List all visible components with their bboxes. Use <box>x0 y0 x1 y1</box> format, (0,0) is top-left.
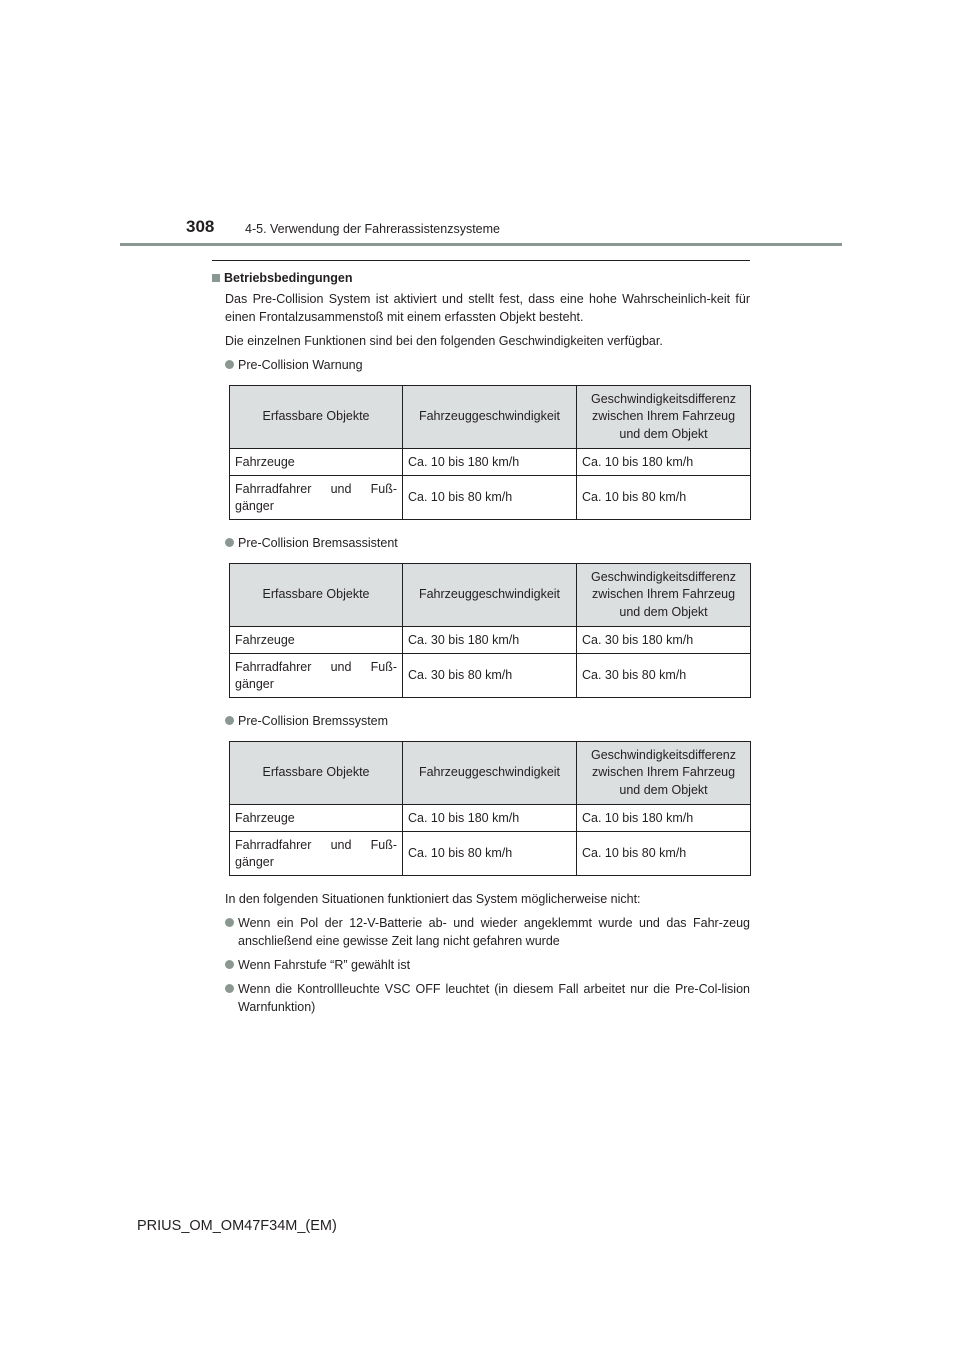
header-speed-difference: Geschwindigkeitsdifferenz zwischen Ihrem Fahrzeug und dem Objekt <box>577 564 751 627</box>
table-row <box>230 832 751 876</box>
header-vehicle-speed: Fahrzeuggeschwindigkeit <box>403 386 577 449</box>
circle-bullet-icon <box>225 984 234 993</box>
header-rule <box>120 243 842 246</box>
list-item: Wenn die Kontrollleuchte VSC OFF leuchtet (in diesem Fall arbeitet nur die Pre-Col-lision Warnfunktion) <box>225 980 750 1016</box>
header-speed-difference: Geschwindigkeitsdifferenz zwischen Ihrem Fahrzeug und dem Objekt <box>577 742 751 805</box>
cell-line: Fahrradfahrer und Fuß- <box>235 837 397 852</box>
table-cell: Ca. 30 bis 180 km/h <box>577 627 751 654</box>
circle-bullet-icon <box>225 918 234 927</box>
square-bullet-icon <box>212 274 220 282</box>
cell-line: gänger <box>235 676 274 691</box>
table-cell <box>230 654 403 698</box>
header-vehicle-speed: Fahrzeuggeschwindigkeit <box>403 742 577 805</box>
table-cell: Ca. 30 bis 80 km/h <box>577 654 751 698</box>
table-cell <box>230 832 403 876</box>
table-row <box>230 476 751 520</box>
speed-table-brake-system <box>229 741 751 876</box>
table-cell: Ca. 10 bis 80 km/h <box>403 832 577 876</box>
availability-paragraph: Die einzelnen Funktionen sind bei den folgenden Geschwindigkeiten verfügbar. <box>225 334 663 348</box>
header-objects: Erfassbare Objekte <box>230 742 403 805</box>
table-cell: Ca. 10 bis 80 km/h <box>577 832 751 876</box>
page-content <box>212 269 750 1016</box>
function-label-brake-assist: Pre-Collision Bremsassistent <box>225 534 750 552</box>
cell-line: gänger <box>235 498 274 513</box>
table-cell: Ca. 10 bis 80 km/h <box>577 476 751 520</box>
intro-paragraph: Das Pre-Collision System ist aktiviert und stellt fest, dass eine hohe Wahrscheinlich-keit für einen Frontalzusammenstoß mit einem erfassten Objekt besteht. <box>225 292 750 324</box>
section-title: 4-5. Verwendung der Fahrerassistenzsysteme <box>245 222 500 236</box>
table-cell: Fahrzeuge <box>230 805 403 832</box>
table-header-row <box>230 386 751 449</box>
table-cell: Ca. 10 bis 80 km/h <box>403 476 577 520</box>
header-objects: Erfassbare Objekte <box>230 564 403 627</box>
list-item: Wenn Fahrstufe “R” gewählt ist <box>225 956 750 974</box>
situations-intro: In den folgenden Situationen funktioniert das System möglicherweise nicht: <box>225 892 641 906</box>
table-cell: Ca. 30 bis 180 km/h <box>403 627 577 654</box>
list-item: Wenn ein Pol der 12-V-Batterie ab- und wieder angeklemmt wurde und das Fahr-zeug anschließend eine gewisse Zeit lang nicht gefahren wurde <box>225 914 750 950</box>
table-row <box>230 805 751 832</box>
speed-table-warning <box>229 385 751 520</box>
page-number: 308 <box>186 217 215 236</box>
document-footer: PRIUS_OM_OM47F34M_(EM) <box>137 1218 337 1234</box>
cell-line: gänger <box>235 854 274 869</box>
circle-bullet-icon <box>225 716 234 725</box>
cell-line: Fahrradfahrer und Fuß- <box>235 481 397 496</box>
circle-bullet-icon <box>225 360 234 369</box>
table-cell <box>230 476 403 520</box>
table-cell: Ca. 10 bis 180 km/h <box>403 449 577 476</box>
header-speed-difference: Geschwindigkeitsdifferenz zwischen Ihrem Fahrzeug und dem Objekt <box>577 386 751 449</box>
table-cell: Ca. 10 bis 180 km/h <box>403 805 577 832</box>
table-row <box>230 449 751 476</box>
table-cell: Fahrzeuge <box>230 449 403 476</box>
table-cell: Ca. 10 bis 180 km/h <box>577 805 751 832</box>
section-divider <box>212 260 750 261</box>
circle-bullet-icon <box>225 960 234 969</box>
section-heading <box>212 269 750 287</box>
table-row <box>230 654 751 698</box>
table-row <box>230 627 751 654</box>
function-label-brake-system: Pre-Collision Bremssystem <box>225 712 750 730</box>
function-label-warning: Pre-Collision Warnung <box>225 356 750 374</box>
header-vehicle-speed: Fahrzeuggeschwindigkeit <box>403 564 577 627</box>
table-cell: Ca. 10 bis 180 km/h <box>577 449 751 476</box>
table-header-row <box>230 564 751 627</box>
circle-bullet-icon <box>225 538 234 547</box>
header-objects: Erfassbare Objekte <box>230 386 403 449</box>
section-heading-text: Betriebsbedingungen <box>224 271 353 285</box>
cell-line: Fahrradfahrer und Fuß- <box>235 659 397 674</box>
speed-table-brake-assist <box>229 563 751 698</box>
table-header-row <box>230 742 751 805</box>
table-cell: Fahrzeuge <box>230 627 403 654</box>
table-cell: Ca. 30 bis 80 km/h <box>403 654 577 698</box>
